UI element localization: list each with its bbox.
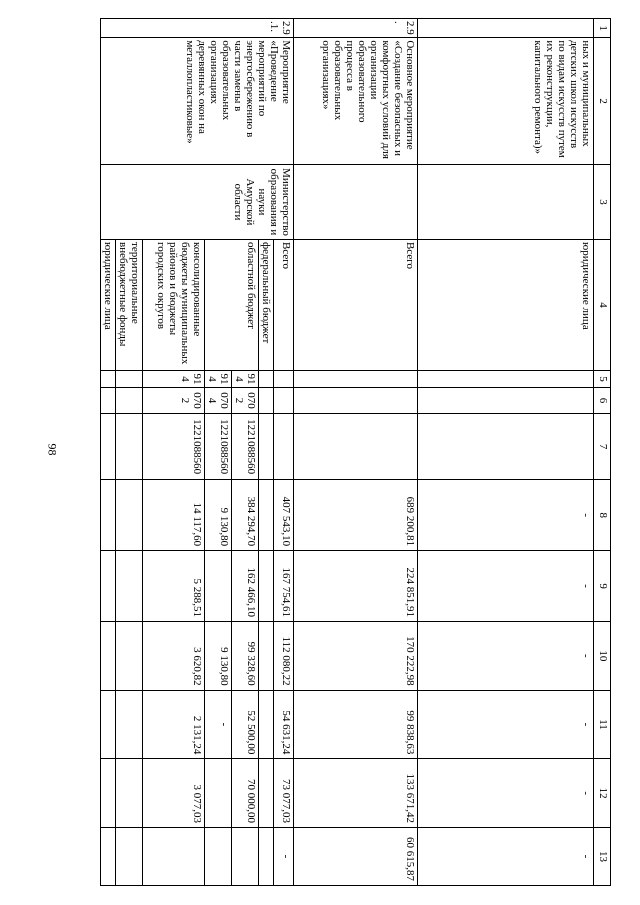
header-cell: 8	[594, 480, 611, 551]
value-cell: -	[205, 690, 232, 759]
rotated-table-container	[86, 18, 611, 886]
value-cell: 5 288,51	[143, 551, 205, 622]
page-number: 98	[45, 443, 60, 456]
row-number-cell	[418, 19, 594, 38]
value-cell: 3 077,03	[143, 759, 205, 828]
value-cell: 167 754,61	[274, 551, 294, 622]
value-cell: 14 117,60	[143, 480, 205, 551]
value-cell: 170 222,98	[294, 621, 418, 690]
value-cell: -	[418, 690, 594, 759]
source-cell: Всего	[274, 240, 294, 371]
value-cell: 2 131,24	[143, 690, 205, 759]
value-cell: 54 631,24	[274, 690, 294, 759]
header-cell: 2	[594, 38, 611, 165]
source-cell: юридические лица	[101, 240, 116, 371]
table-row: 914 0704 1221088560 9 130,80 9 130,80 -	[205, 19, 232, 886]
value-cell: -	[274, 828, 294, 886]
measure-name-cell: ных и муниципальных детских школ искусств по видам искусств путем их реконструкции, капитального ремонта)»	[418, 38, 594, 165]
value-cell: 384 294,70	[232, 480, 259, 551]
header-cell: 5	[594, 370, 611, 387]
header-cell: 11	[594, 690, 611, 759]
source-cell: консолидированные бюджеты муниципальных районов и бюджеты городских округов	[143, 240, 205, 371]
value-cell: -	[418, 551, 594, 622]
header-cell: 10	[594, 621, 611, 690]
value-cell: 689 200,81	[294, 480, 418, 551]
value-cell: -	[418, 480, 594, 551]
header-cell: 1	[594, 19, 611, 38]
value-cell: 70 000,00	[232, 759, 259, 828]
value-cell: 52 500,00	[232, 690, 259, 759]
value-cell: 133 671,42	[294, 759, 418, 828]
value-cell: 9 130,80	[205, 621, 232, 690]
table-row	[418, 19, 594, 886]
table-row: областной бюджет 914 0702 1221088560 384 294,70 162 466,10 99 328,60 52 500,00 70 000,00	[232, 19, 259, 886]
value-cell: 3 620,82	[143, 621, 205, 690]
value-cell: 407 543,10	[274, 480, 294, 551]
source-cell: Всего	[294, 240, 418, 371]
source-cell: юридические лица	[418, 240, 594, 371]
header-cell: 12	[594, 759, 611, 828]
value-cell: 112 080,22	[274, 621, 294, 690]
executor-cell	[294, 164, 418, 239]
measure-name-cell: Основное мероприятие «Создание безопасных и комфортных условий для организации образовательного процесса в образовательных организациях»	[294, 38, 418, 165]
row-number-cell: 2.9.	[294, 19, 418, 38]
executor-cell	[418, 164, 594, 239]
value-cell: -	[418, 759, 594, 828]
value-cell: -	[418, 621, 594, 690]
value-cell: 9 130,80	[205, 480, 232, 551]
value-cell: 73 077,03	[274, 759, 294, 828]
header-row	[594, 19, 611, 886]
table-row	[274, 19, 294, 886]
source-cell: территориальные внебюджетные фонды	[116, 240, 143, 371]
value-cell: 99 838,63	[294, 690, 418, 759]
header-cell: 3	[594, 164, 611, 239]
header-cell: 9	[594, 551, 611, 622]
source-cell: федеральный бюджет	[259, 240, 274, 371]
header-cell: 13	[594, 828, 611, 886]
value-cell: 60 615,87	[294, 828, 418, 886]
budget-table	[100, 18, 611, 886]
header-cell: 4	[594, 240, 611, 371]
table-row: консолидированные бюджеты муниципальных районов и бюджеты городских округов 914 0702 1221088560 14 117,60 5 288,51 3 620,82 2 131,24 3 077,03	[143, 19, 205, 886]
table-row	[294, 19, 418, 886]
executor-cell: Министерство образования и науки Амурской области	[101, 164, 294, 239]
value-cell: 224 851,91	[294, 551, 418, 622]
value-cell: -	[418, 828, 594, 886]
measure-name-cell: Мероприятие «Проведение мероприятий по энергосбережению в части замены в образовательных организациях деревянных окон на металлопластиковые»	[101, 38, 294, 165]
value-cell: 99 328,60	[232, 621, 259, 690]
header-cell: 6	[594, 388, 611, 414]
value-cell: 162 466,10	[232, 551, 259, 622]
row-number-cell: 2.9.1.	[101, 19, 294, 38]
source-cell: областной бюджет	[205, 240, 259, 371]
header-cell: 7	[594, 413, 611, 480]
